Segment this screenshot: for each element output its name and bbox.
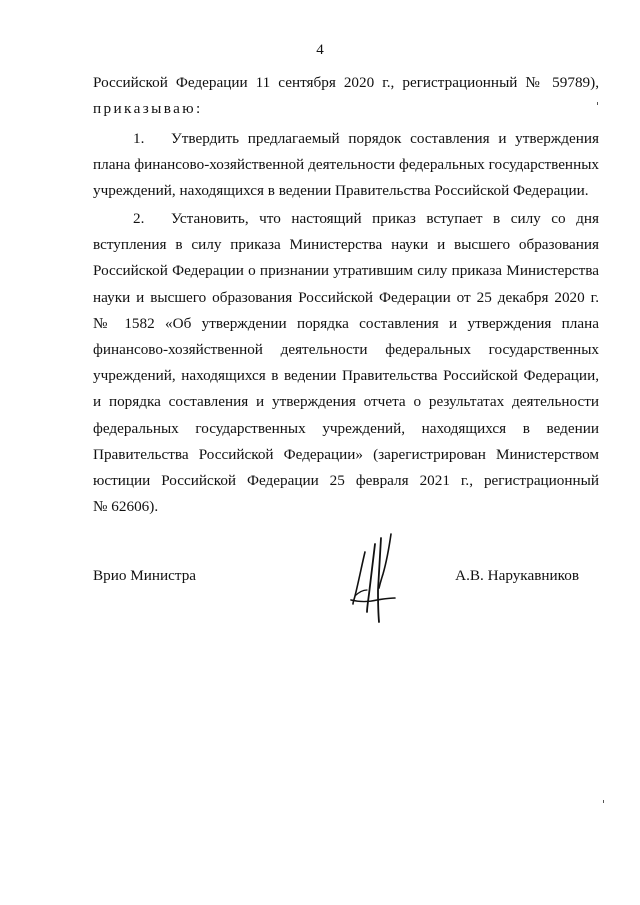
item-1-line-3: учреждений, находящихся в ведении Правительства Российской Федерации. xyxy=(93,182,589,200)
item-2-line-1: Установить, что настоящий приказ вступает в силу со дня xyxy=(171,210,599,227)
item-2-line-10: Правительства Российской Федерации» (зарегистрирован Министерством xyxy=(93,445,599,463)
item-1-first-line xyxy=(93,126,599,152)
item-2-first-line xyxy=(93,206,599,232)
intro-paragraph xyxy=(93,70,599,122)
item-2-line-3: Российской Федерации о признании утратившим силу приказа Министерства xyxy=(93,262,599,280)
signer-name: А.В. Нарукавников xyxy=(455,567,579,584)
item-2-line-2: вступления в силу приказа Министерства науки и высшего образования xyxy=(93,236,599,254)
item-2-line-12: № 62606). xyxy=(93,498,159,516)
item-2-line-6: финансово-хозяйственной деятельности федеральных государственных xyxy=(93,340,599,358)
item-1-line-1: Утвердить предлагаемый порядок составления и утверждения xyxy=(171,130,599,147)
item-2-line-9: федеральных государственных учреждений, находящихся в ведении xyxy=(93,419,599,437)
order-word: приказываю: xyxy=(93,100,203,118)
item-2-number: 2. xyxy=(133,210,145,227)
item-1-line-2: плана финансово-хозяйственной деятельности федеральных государственных xyxy=(93,156,599,174)
page-number: 4 xyxy=(316,42,324,58)
handwritten-signature-icon xyxy=(345,530,405,626)
item-2-line-11: юстиции Российской Федерации 25 февраля 2021 г., регистрационный xyxy=(93,471,599,489)
item-2-paragraph xyxy=(93,206,599,520)
item-2-line-4: науки и высшего образования Российской Федерации от 25 декабря 2020 г. xyxy=(93,288,599,306)
scan-mark xyxy=(603,800,604,803)
item-2-line-5: № 1582 «Об утверждении порядка составления и утверждения плана xyxy=(93,314,599,332)
signer-title: Врио Министра xyxy=(93,567,197,584)
item-2-line-7: учреждений, находящихся в ведении Правительства Российской Федерации, xyxy=(93,367,599,385)
scan-mark xyxy=(597,102,598,105)
item-1-number: 1. xyxy=(133,130,145,147)
intro-line-1: Российской Федерации 11 сентября 2020 г., регистрационный № 59789), xyxy=(93,74,599,91)
item-2-line-8: и порядка составления и утверждения отчета о результатах деятельности xyxy=(93,393,599,411)
item-1-paragraph xyxy=(93,126,599,205)
